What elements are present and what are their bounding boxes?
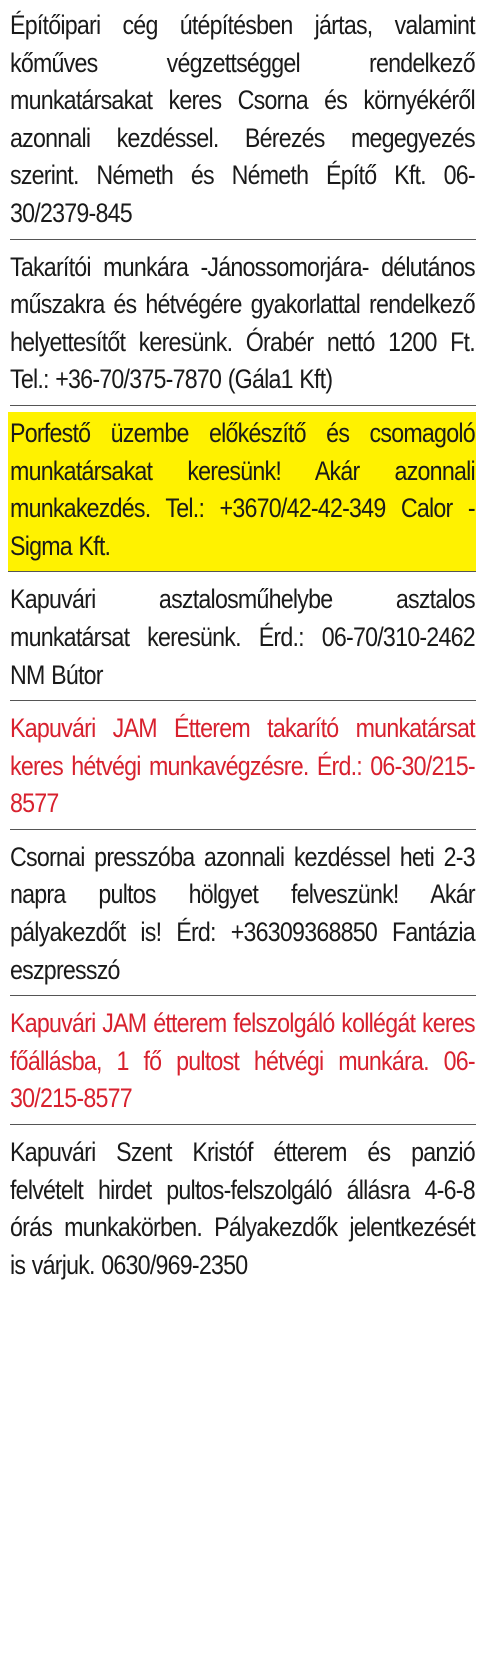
classified-ad xyxy=(10,4,476,240)
ad-text: Építőipari cég útépítésben jártas, valamint kőműves végzettséggel rendelkező munkatársakat keres Csorna és környékéről azonnali kezdéssel. Bérezés megegyezés szerint. Németh és Németh Építő Kft. 06-30/2379-845 xyxy=(10,10,475,228)
classified-ad-highlighted xyxy=(8,412,476,572)
ad-text: Csornai presszóba azonnali kezdéssel heti 2-3 napra pultos hölgyet felveszünk! Akár pályakezdőt is! Érd: +36309368850 Fantázia eszpresszó xyxy=(10,841,475,985)
classified-ad-red xyxy=(10,707,476,830)
classified-ads-column xyxy=(10,0,476,1290)
ad-text: Kapuvári asztalosműhelybe asztalos munkatársat keresünk. Érd.: 06-70/310-2462 NM Bútor xyxy=(10,584,475,690)
ad-text: Porfestő üzembe előkészítő és csomagoló munkatársakat keresünk! Akár azonnali munkakezdés. Tel.: +3670/42-42-349 Calor - Sigma Kft. xyxy=(10,417,475,561)
classified-ad xyxy=(10,1131,476,1290)
ad-text: Kapuvári Szent Kristóf étterem és panzió felvételt hirdet pultos-felszolgáló állásra 4-6-8 órás munkakörben. Pályakezdők jelentkezését is várjuk. 0630/969-2350 xyxy=(10,1137,475,1280)
ad-text: Takarítói munkára -Jánossomorjára- délutános műszakra és hétvégére gyakorlattal rendelkező helyettesítőt keresünk. Órabér nettó 1200 Ft. Tel.: +36-70/375-7870 (Gála1 Kft) xyxy=(10,251,475,395)
classified-ad xyxy=(10,578,476,701)
classified-ad xyxy=(10,836,476,996)
ad-text: Kapuvári JAM étterem felszolgáló kollégát keres főállásba, 1 fő pultost hétvégi munkára. 06-30/215-8577 xyxy=(10,1008,475,1114)
ad-text: Kapuvári JAM Étterem takarító munkatársat keres hétvégi munkavégzésre. Érd.: 06-30/215-8577 xyxy=(10,713,475,819)
classified-ad-red xyxy=(10,1002,476,1125)
classified-ad xyxy=(10,246,476,406)
